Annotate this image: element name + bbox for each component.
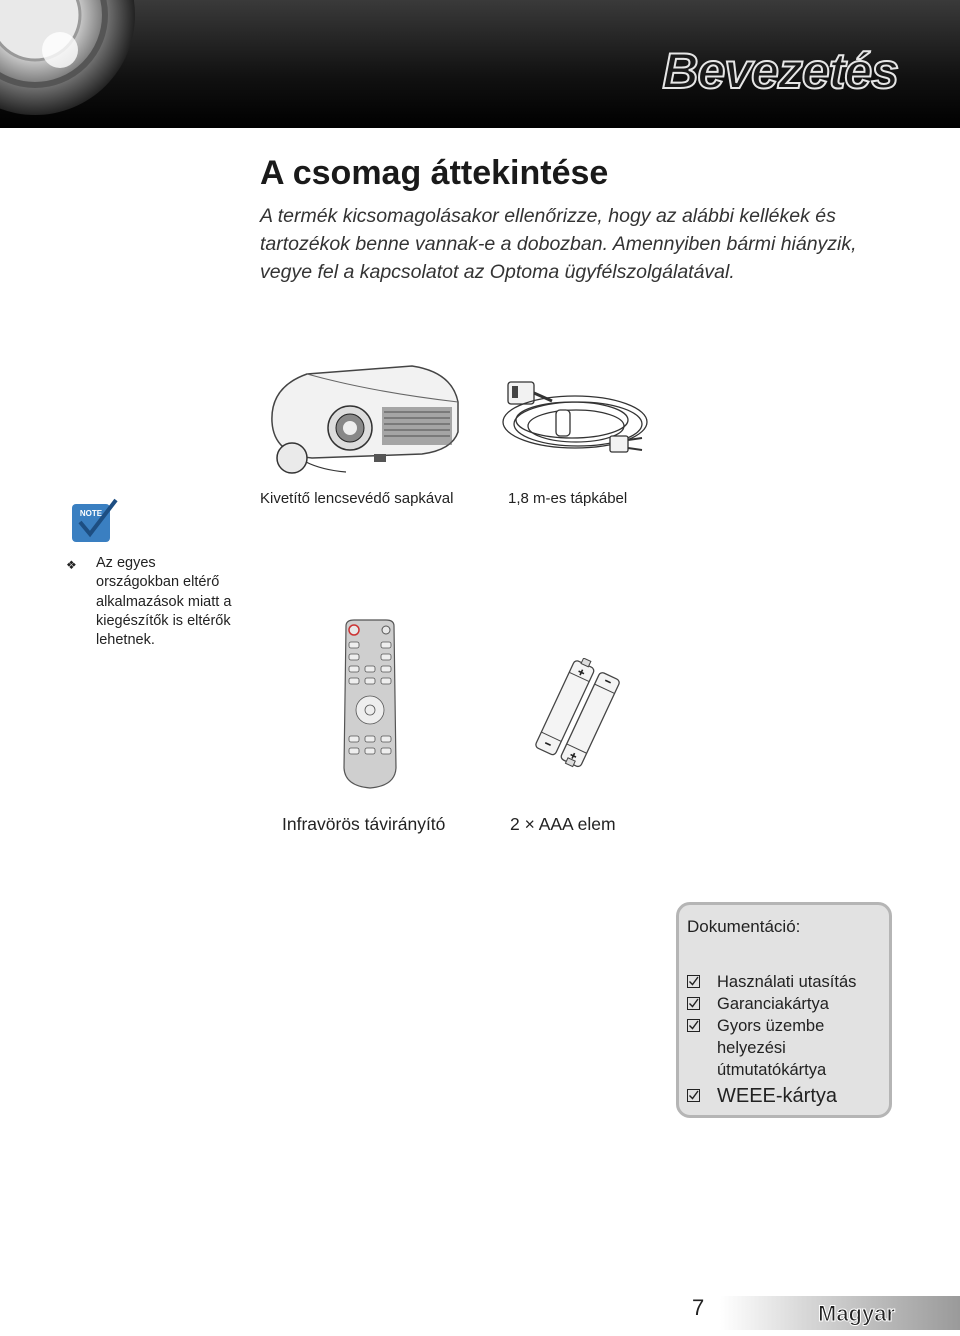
remote-caption: Infravörös távirányító <box>282 814 446 834</box>
chapter-title: Bevezetés <box>662 43 898 99</box>
intro-text: A termék kicsomagolásakor ellenőrizze, hogy az alábbi kellékek és tartozékok benne vannak-e a dobozban. Amennyiben bármi hiányzik, vegye fel a kapcsolatot az Optoma ügyfélszolgálatával. <box>260 205 857 283</box>
projector-caption: Kivetítő lencsevédő sapkával <box>260 490 454 507</box>
diamond-bullet-icon: ❖ <box>66 558 77 572</box>
documentation-list <box>687 971 887 1109</box>
aaa-batteries-icon <box>526 658 630 772</box>
list-item <box>687 1015 887 1081</box>
documentation-item-label: Gyors üzembe helyezési útmutatókártya <box>717 1017 827 1079</box>
list-item <box>687 971 887 993</box>
list-item <box>687 993 887 1015</box>
note-body: Az egyes országokban eltérő alkalmazások miatt a kiegészítők is eltérők lehetnek. <box>96 555 232 649</box>
lens-graphic-icon <box>0 0 140 120</box>
footer-language: Magyar <box>818 1301 896 1326</box>
svg-text:NOTE: NOTE <box>79 509 103 518</box>
documentation-box <box>676 902 892 1118</box>
documentation-item-label: WEEE-kártya <box>717 1085 838 1107</box>
checkbox-checked-icon <box>687 1089 700 1102</box>
projector-icon <box>262 362 462 474</box>
checkbox-checked-icon <box>687 997 700 1010</box>
documentation-title: Dokumentáció: <box>687 917 801 936</box>
power-cable-icon <box>490 376 650 464</box>
list-item <box>687 1083 887 1109</box>
checkbox-checked-icon <box>687 1019 700 1032</box>
checkbox-checked-icon <box>687 975 700 988</box>
page-title: A csomag áttekintése <box>260 154 609 192</box>
power-cable-caption: 1,8 m-es tápkábel <box>508 490 628 507</box>
note-text <box>66 554 236 650</box>
batteries-caption: 2 × AAA elem <box>510 814 616 834</box>
documentation-item-label: Használati utasítás <box>717 973 857 991</box>
note-icon <box>70 498 118 546</box>
chapter-header <box>0 0 960 128</box>
documentation-item-label: Garanciakártya <box>717 995 829 1013</box>
remote-control-icon <box>340 618 400 790</box>
page-number: 7 <box>692 1295 705 1320</box>
